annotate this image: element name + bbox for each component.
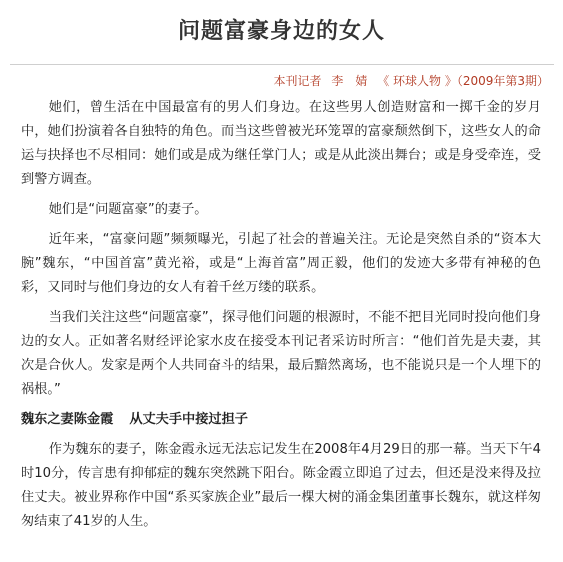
byline-author-label: 本刊记者 <box>273 74 322 88</box>
paragraph: 她们是“问题富豪”的妻子。 <box>48 202 208 217</box>
byline-source: 《 环球人物 》（2009年第3期） <box>377 74 549 88</box>
title-divider <box>10 64 554 65</box>
paragraph: 作为魏东的妻子，陈金霞永远无法忘记发生在2008年4月29日的那一幕。当天下午4时10分，传言患有抑郁症的魏东突然跳下阳台。陈金霞立即追了过去，但还是没来得及拉住丈夫。被业界称作中国“系买家族企业”最后一棵大树的涌金集团董事长魏东，就这样匆匆结束了41岁的人生。 <box>21 442 541 529</box>
paragraph: 近年来，“富豪问题”频频曝光，引起了社会的普遍关注。无论是突然自杀的“资本大腕”魏东，“中国首富”黄光裕，或是“上海首富”周正毅，他们的发迹大多带有神秘的色彩，又同时与他们身边的女人有着千丝万缕的联系。 <box>21 232 541 295</box>
subhead-left: 魏东之妻陈金霞 <box>21 412 114 427</box>
paragraph: 当我们关注这些“问题富豪”，探寻他们问题的根源时，不能不把目光同时投向他们身边的女人。正如著名财经评论家水皮在接受本刊记者采访时所言：“他们首先是夫妻，其次是合伙人。发家是两个人共同奋斗的结果，最后黯然离场，也不能说只是一个人埋下的祸根。” <box>21 310 541 397</box>
article-body <box>21 96 541 540</box>
byline <box>274 72 550 89</box>
article-title: 问题富豪身边的女人 <box>177 18 385 44</box>
section-subhead <box>21 408 541 432</box>
subhead-right: 从丈夫手中接过担子 <box>129 412 248 427</box>
paragraph: 她们，曾生活在中国最富有的男人们身边。在这些男人创造财富和一掷千金的岁月中，她们扮演着各自独特的角色。而当这些曾被光环笼罩的富豪颓然倒下，这些女人的命运与抉择也不尽相同：她们或是成为继任掌门人；或是从此淡出舞台；或是身受牵连，受到警方调查。 <box>21 100 541 187</box>
byline-author: 李 婧 <box>331 74 368 88</box>
